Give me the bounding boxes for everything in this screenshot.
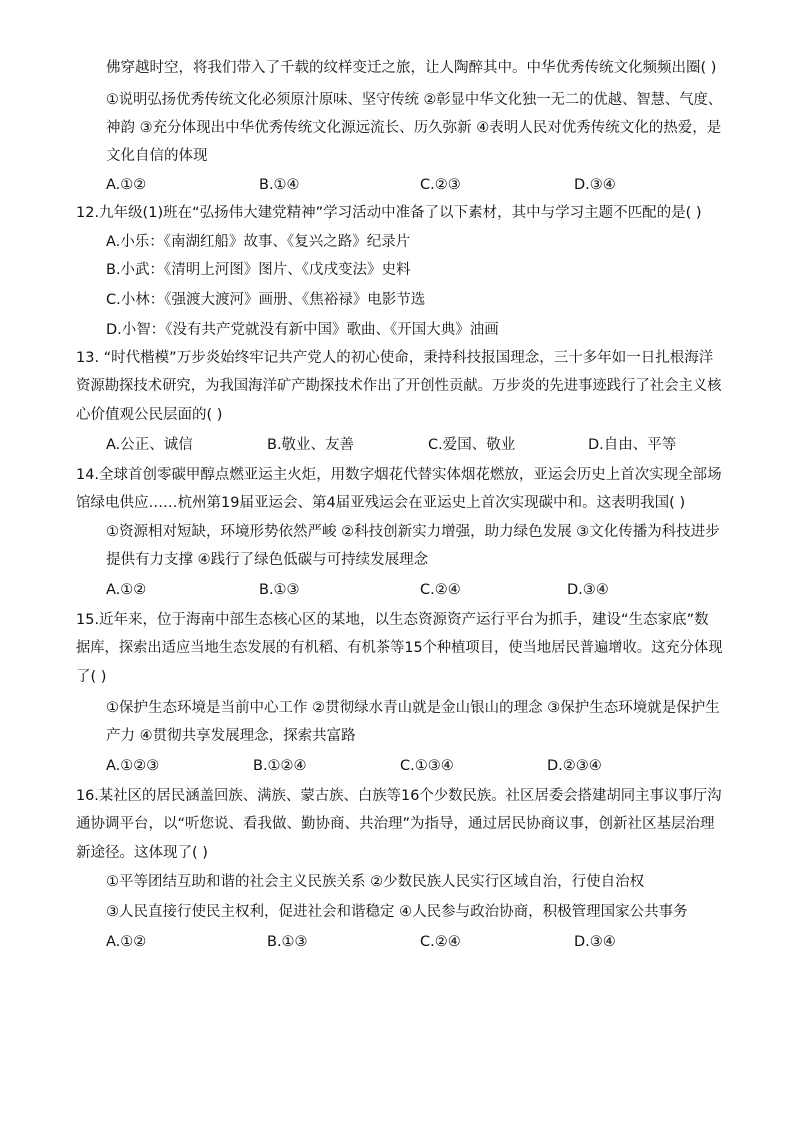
q14-option-b[interactable]: B.①③: [259, 582, 300, 598]
q11-stem-tail: 佛穿越时空，将我们带入了千载的纹样变迁之旅，让人陶醉其中。中华优秀传统文化频频出圈( ): [106, 60, 717, 76]
q12-option-d[interactable]: D.小智：《没有共产党就没有新中国》歌曲、《开国大典》油画: [106, 322, 499, 338]
q13-option-b[interactable]: B.敬业、友善: [267, 437, 355, 453]
q15-stem-line1: 15.近年来，位于海南中部生态核心区的某地，以生态资源资产运行平台为抓手，建设“生态家底”数: [76, 612, 709, 628]
q13-stem-line1: 13. “时代楷模”万步炎始终牢记共产党人的初心使命，秉持科技报国理念，三十多年如一日扎根海洋: [76, 350, 714, 366]
q14-stem-line2: 馆绿电供应……杭州第19届亚运会、第4届亚残运会在亚运史上首次实现碳中和。这表明我国( ): [76, 495, 686, 511]
q12-stem: 12.九年级(1)班在“弘扬伟大建党精神”学习活动中准备了以下素材，其中与学习主题不匹配的是( ): [76, 205, 702, 221]
q16-statements-line1: ①平等团结互助和谐的社会主义民族关系 ②少数民族人民实行区域自治，行使自治权: [106, 874, 645, 890]
q14-statements-line2: 提供有力支撑 ④践行了绿色低碳与可持续发展理念: [106, 552, 429, 568]
q15-option-c[interactable]: C.①③④: [400, 758, 454, 774]
q16-stem-line1: 16.某社区的居民涵盖回族、满族、蒙古族、白族等16个少数民族。社区居委会搭建胡同主事议事厅沟: [76, 788, 722, 804]
q13-stem-line3: 心价值观公民层面的( ): [76, 407, 223, 423]
q16-stem-line3: 新途径。这体现了( ): [76, 845, 208, 861]
q16-statements-line2: ③人民直接行使民主权利，促进社会和谐稳定 ④人民参与政治协商，积极管理国家公共事务: [106, 904, 688, 920]
q13-option-a[interactable]: A.公正、诚信: [106, 437, 193, 453]
q12-option-c[interactable]: C.小林：《强渡大渡河》画册、《焦裕禄》电影节选: [106, 292, 426, 308]
q13-option-c[interactable]: C.爱国、敬业: [428, 437, 516, 453]
q16-option-c[interactable]: C.②④: [420, 934, 461, 950]
q11-statements-line3: 文化自信的体现: [106, 148, 208, 164]
q11-option-d[interactable]: D.③④: [574, 177, 616, 193]
q11-option-c[interactable]: C.②③: [420, 177, 461, 193]
q15-option-a[interactable]: A.①②③: [106, 758, 160, 774]
q15-stem-line2: 据库，探索出适应当地生态发展的有机稻、有机茶等15个种植项目，使当地居民普遍增收。这充分体现: [76, 640, 723, 656]
q16-option-d[interactable]: D.③④: [574, 934, 616, 950]
q14-option-a[interactable]: A.①②: [106, 582, 147, 598]
q14-statements-line1: ①资源相对短缺，环境形势依然严峻 ②科技创新实力增强，助力绿色发展 ③文化传播为科技进步: [106, 524, 720, 540]
q11-option-a[interactable]: A.①②: [106, 177, 147, 193]
q15-statements-line1: ①保护生态环境是当前中心工作 ②贯彻绿水青山就是金山银山的理念 ③保护生态环境就是保护生: [106, 700, 720, 716]
q12-option-a[interactable]: A.小乐：《南湖红船》故事、《复兴之路》纪录片: [106, 234, 411, 250]
q14-stem-line1: 14.全球首创零碳甲醇点燃亚运主火炬，用数字烟花代替实体烟花燃放，亚运会历史上首次实现全部场: [76, 467, 722, 483]
q15-statements-line2: 产力 ④贯彻共享发展理念，探索共富路: [106, 728, 356, 744]
q11-statements-line1: ①说明弘扬优秀传统文化必须原汁原味、坚守传统 ②彰显中华文化独一无二的优越、智慧、气度、: [106, 92, 723, 108]
q15-option-d[interactable]: D.②③④: [547, 758, 602, 774]
q14-option-d[interactable]: D.③④: [567, 582, 609, 598]
q15-stem-line3: 了( ): [76, 669, 107, 685]
q13-stem-line2: 资源勘探技术研究，为我国海洋矿产勘探技术作出了开创性贡献。万步炎的先进事迹践行了社会主义核: [76, 378, 722, 394]
q14-option-c[interactable]: C.②④: [420, 582, 461, 598]
q15-option-b[interactable]: B.①②④: [253, 758, 307, 774]
q16-stem-line2: 通协调平台，以“听您说、看我做、勤协商、共治理”为指导，通过居民协商议事，创新社区基层治理: [76, 816, 715, 832]
q16-option-b[interactable]: B.①③: [267, 934, 308, 950]
q11-option-b[interactable]: B.①④: [259, 177, 300, 193]
q13-option-d[interactable]: D.自由、平等: [588, 437, 677, 453]
q11-statements-line2: 神韵 ③充分体现出中华优秀传统文化源远流长、历久弥新 ④表明人民对优秀传统文化的热爱，是: [106, 120, 722, 136]
q16-option-a[interactable]: A.①②: [106, 934, 147, 950]
q12-option-b[interactable]: B.小武：《清明上河图》图片、《戊戌变法》史料: [106, 262, 411, 278]
